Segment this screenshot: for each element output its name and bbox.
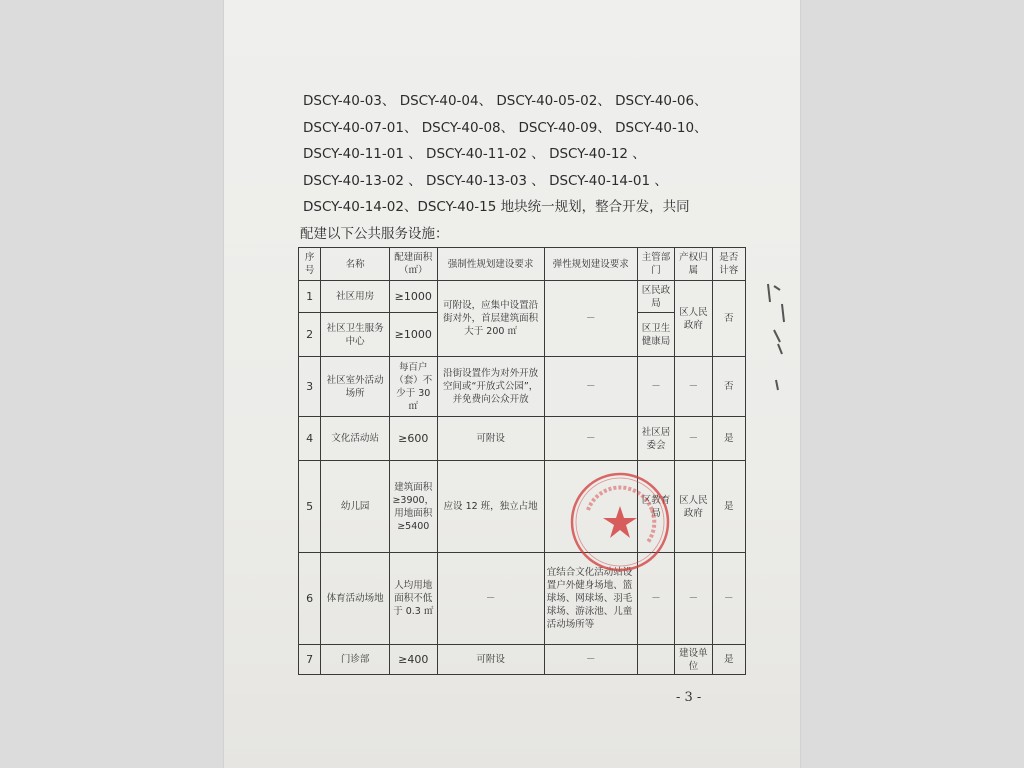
- plot-code: DSCY-40-03、: [303, 93, 396, 109]
- header-mandatory: 强制性规划建设要求: [437, 248, 544, 281]
- table-header-row: [299, 248, 746, 281]
- row-floor-area: 是: [712, 461, 745, 553]
- row-area: ≥1000: [390, 313, 438, 357]
- row-floor-area: 否: [712, 281, 745, 357]
- plot-code: DSCY-40-10、: [615, 119, 708, 136]
- plot-code: DSCY-40-07-01、: [303, 119, 418, 136]
- intro-paragraph: [300, 88, 723, 247]
- row-no: 7: [299, 645, 321, 675]
- row-name: 门诊部: [321, 645, 390, 675]
- table-row: [299, 645, 746, 675]
- scan-edge-marks: [760, 282, 790, 392]
- plot-code: DSCY-40-11-01: [303, 146, 404, 162]
- row-dept: 社区居委会: [637, 417, 674, 461]
- plot-code: DSCY-40-13-03: [426, 172, 527, 189]
- row-owner: 建设单位: [675, 645, 712, 675]
- plot-code: DSCY-40-08、: [421, 119, 515, 136]
- row-dept: 区民政局: [637, 281, 674, 313]
- row-flexible: 宜结合文化活动站设置户外健身场地、篮球场、网球场、羽毛球场、游泳池、儿童活动场所等: [544, 553, 637, 645]
- row-dept: －: [637, 553, 674, 645]
- row-owner: －: [675, 357, 712, 417]
- row-flexible: －: [544, 417, 637, 461]
- header-no: 序号: [299, 248, 321, 281]
- row-no: 3: [299, 357, 321, 417]
- table-row: [299, 357, 746, 417]
- table-row: [299, 461, 746, 553]
- row-floor-area: 是: [712, 417, 745, 461]
- plot-code: DSCY-40-04、: [399, 93, 493, 109]
- header-dept: 主管部门: [637, 248, 674, 281]
- intro-line-2: [303, 115, 711, 142]
- row-floor-area: 否: [712, 357, 745, 417]
- page-number: - 3 -: [676, 690, 702, 705]
- separator: 、: [408, 172, 422, 189]
- row-dept: [637, 645, 674, 675]
- row-flexible: －: [544, 281, 637, 357]
- row-floor-area: －: [712, 553, 745, 645]
- row-no: 1: [299, 281, 321, 313]
- row-name: 社区室外活动场所: [321, 357, 390, 417]
- row-flexible: －: [544, 357, 637, 417]
- separator: 、: [531, 172, 545, 189]
- row-no: 4: [299, 417, 321, 461]
- table-row: [299, 417, 746, 461]
- row-mandatory: 可附设，应集中设置沿街对外，首层建筑面积大于 200 ㎡: [437, 281, 544, 357]
- header-area: 配建面积（㎡）: [390, 248, 438, 281]
- row-mandatory: 可附设: [437, 417, 544, 461]
- row-no: 6: [299, 553, 321, 645]
- intro-line-4: [303, 168, 711, 195]
- row-no: 2: [299, 313, 321, 357]
- row-name: 幼儿园: [321, 461, 390, 553]
- separator: 、: [408, 146, 422, 162]
- plot-code: DSCY-40-05-02、: [496, 93, 611, 109]
- intro-line-1: [303, 88, 711, 115]
- plot-code: DSCY-40-14-01: [549, 172, 651, 189]
- table-row: [299, 553, 746, 645]
- row-name: 社区用房: [321, 281, 390, 313]
- row-name: 体育活动场地: [321, 553, 390, 645]
- row-no: 5: [299, 461, 321, 553]
- row-dept: 区教育局: [637, 461, 674, 553]
- header-flexible: 弹性规划建设要求: [544, 248, 637, 281]
- row-name: 文化活动站: [321, 417, 390, 461]
- facilities-table: [298, 247, 746, 675]
- row-area: ≥400: [390, 645, 438, 675]
- plot-code: DSCY-40-11-02: [426, 146, 527, 162]
- plot-code: DSCY-40-13-02: [303, 172, 404, 189]
- row-area: ≥1000: [390, 281, 438, 313]
- table-row: [299, 281, 746, 313]
- separator: 、: [632, 146, 646, 162]
- row-flexible: －: [544, 645, 637, 675]
- header-owner: 产权归属: [675, 248, 712, 281]
- intro-line-3: [303, 141, 711, 168]
- row-area: 每百户（套）不少于 30 ㎡: [390, 357, 438, 417]
- separator: 、: [654, 172, 668, 189]
- row-dept: 区卫生健康局: [637, 313, 674, 357]
- intro-line-6: 配建以下公共服务设施：: [300, 225, 449, 242]
- row-area: ≥600: [390, 417, 438, 461]
- row-mandatory: 可附设: [437, 645, 544, 675]
- row-owner: 区人民政府: [675, 461, 712, 553]
- row-mandatory: 应设 12 班，独立占地: [437, 461, 544, 553]
- row-area: 建筑面积≥3900，用地面积≥5400: [390, 461, 438, 553]
- plot-code: DSCY-40-09、: [518, 119, 611, 136]
- row-owner: －: [675, 553, 712, 645]
- plot-code: DSCY-40-06、: [615, 93, 708, 109]
- row-mandatory: －: [437, 553, 544, 645]
- row-mandatory: 沿街设置作为对外开放空间或“开放式公园”，并免费向公众开放: [437, 357, 544, 417]
- row-owner: －: [675, 417, 712, 461]
- row-owner: 区人民政府: [675, 281, 712, 357]
- separator: 、: [531, 146, 545, 162]
- row-area: 人均用地面积不低于 0.3 ㎡: [390, 553, 438, 645]
- plot-code: DSCY-40-12: [549, 146, 628, 162]
- row-name: 社区卫生服务中心: [321, 313, 390, 357]
- row-floor-area: 是: [712, 645, 745, 675]
- header-floor-area: 是否计容: [712, 248, 745, 281]
- intro-line-5: DSCY-40-14-02、DSCY-40-15 地块统一规划，整合开发，共同: [303, 199, 690, 215]
- row-dept: －: [637, 357, 674, 417]
- official-seal-stamp: [568, 470, 672, 574]
- header-name: 名称: [321, 248, 390, 281]
